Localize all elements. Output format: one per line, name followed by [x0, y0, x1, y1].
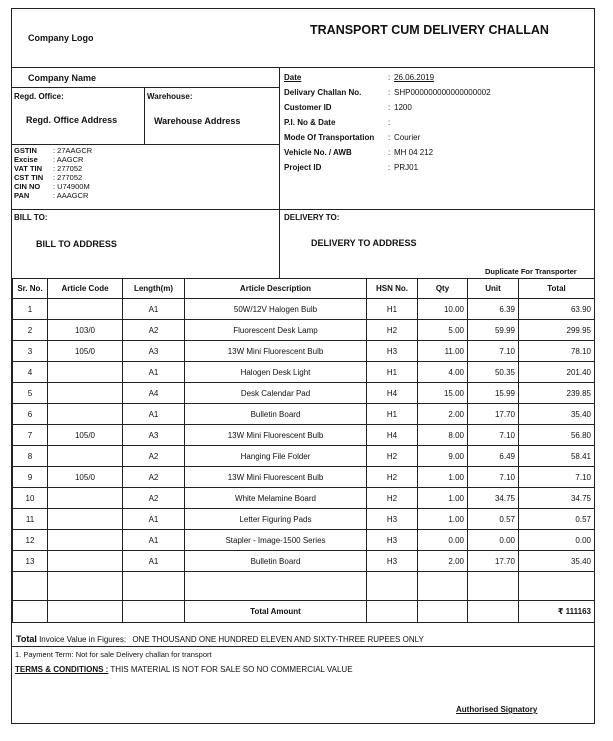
table-cell: A2: [123, 320, 185, 341]
table-cell: 9.00: [418, 446, 468, 467]
table-cell: 7.10: [468, 467, 519, 488]
table-cell: 10: [13, 488, 48, 509]
tax-id-row: CIN NO: [14, 182, 41, 191]
detail-row-challan-no: Delivary Challan No. : SHP000000000000000002: [284, 88, 491, 97]
tax-id-row: Excise: [14, 155, 38, 164]
table-cell: 6: [13, 404, 48, 425]
table-cell: 58.41: [519, 446, 595, 467]
table-cell: 11.00: [418, 341, 468, 362]
table-cell: 4.00: [418, 362, 468, 383]
divider: [12, 209, 594, 210]
table-cell: A1: [123, 362, 185, 383]
tax-id-value: : AAAGCR: [53, 191, 89, 200]
table-cell: 2: [13, 320, 48, 341]
tax-id-row: GSTIN: [14, 146, 37, 155]
total-label: Total Amount: [185, 601, 367, 623]
detail-value: 26.06.2019: [394, 73, 435, 82]
table-cell: A3: [123, 425, 185, 446]
detail-value: 1200: [394, 103, 412, 112]
table-cell: 5.00: [418, 320, 468, 341]
table-cell: 299.95: [519, 320, 595, 341]
table-row: [13, 320, 595, 341]
table-cell: 8: [13, 446, 48, 467]
detail-label: P.I. No & Date: [284, 118, 336, 127]
table-cell: A2: [123, 488, 185, 509]
tax-id-value: : 277052: [53, 164, 83, 173]
table-cell: 13W Mini Fluorescent Bulb: [185, 425, 367, 446]
table-cell: [48, 446, 123, 467]
table-cell: H3: [367, 509, 418, 530]
detail-label: Vehicle No. / AWB: [284, 148, 352, 157]
table-cell: 0.00: [468, 530, 519, 551]
detail-label: Project ID: [284, 163, 322, 172]
table-cell: A2: [123, 446, 185, 467]
divider: [12, 646, 594, 647]
detail-label: Mode Of Transportation: [284, 133, 375, 142]
table-cell: [48, 530, 123, 551]
tax-id-value: : 277052: [53, 173, 83, 182]
total-amount: ₹ 111163: [519, 601, 595, 623]
items-table: [12, 278, 595, 623]
table-cell: 4: [13, 362, 48, 383]
table-row: [13, 488, 595, 509]
table-cell: H3: [367, 530, 418, 551]
column-header: Sr. No.: [13, 279, 48, 299]
detail-value: MH 04 212: [394, 148, 434, 157]
delivery-challan: [11, 8, 595, 724]
table-cell: 105/0: [48, 341, 123, 362]
table-cell: 13W Mini Fluorescent Bulb: [185, 341, 367, 362]
table-cell: Hanging File Folder: [185, 446, 367, 467]
table-cell: 15.00: [418, 383, 468, 404]
tax-id-value: : U74900M: [53, 182, 90, 191]
tax-id-value: : 27AAGCR: [53, 146, 93, 155]
table-cell: Bulletin Board: [185, 551, 367, 572]
tax-id-value: : AAGCR: [53, 155, 84, 164]
detail-value: PRJ01: [394, 163, 419, 172]
table-cell: 1.00: [418, 509, 468, 530]
table-cell: White Melamine Board: [185, 488, 367, 509]
table-cell: 105/0: [48, 425, 123, 446]
table-cell: 0.57: [519, 509, 595, 530]
terms-and-conditions: TERMS & CONDITIONS : THIS MATERIAL IS NOT FOR SALE SO NO COMMERCIAL VALUE: [15, 665, 353, 674]
regd-office-address: Regd. Office Address: [26, 115, 118, 125]
table-header-row: [13, 279, 595, 299]
table-cell: 17.70: [468, 404, 519, 425]
detail-row-vehicle-no: Vehicle No. / AWB : MH 04 212: [284, 148, 434, 157]
table-cell: 13W Mini Fluorescent Bulb: [185, 467, 367, 488]
warehouse-label: Warehouse:: [147, 92, 193, 101]
table-cell: A1: [123, 404, 185, 425]
detail-value: SHP000000000000000002: [394, 88, 491, 97]
table-cell: 50.35: [468, 362, 519, 383]
column-header: Length(m): [123, 279, 185, 299]
table-cell: Stapler - Image-1500 Series: [185, 530, 367, 551]
detail-row-pi-no: P.I. No & Date :: [284, 118, 391, 127]
table-row: [13, 383, 595, 404]
bill-to-label: BILL TO:: [14, 213, 48, 222]
table-cell: 2.00: [418, 404, 468, 425]
table-cell: Fluorescent Desk Lamp: [185, 320, 367, 341]
table-cell: H4: [367, 425, 418, 446]
table-cell: H4: [367, 383, 418, 404]
table-cell: 1: [13, 299, 48, 320]
document-title: TRANSPORT CUM DELIVERY CHALLAN: [310, 23, 549, 37]
table-cell: H3: [367, 341, 418, 362]
detail-label: Date: [284, 73, 302, 82]
warehouse-address: Warehouse Address: [154, 116, 241, 126]
table-cell: 15.99: [468, 383, 519, 404]
table-cell: 0.00: [418, 530, 468, 551]
detail-row-date: Date : 26.06.2019: [284, 73, 435, 82]
payment-term: 1. Payment Term: Not for sale Delivery challan for transport: [15, 650, 212, 659]
table-cell: 239.85: [519, 383, 595, 404]
table-cell: H3: [367, 551, 418, 572]
table-row: [13, 509, 595, 530]
tax-id-list: [14, 146, 144, 206]
detail-label: Customer ID: [284, 103, 332, 112]
table-cell: H2: [367, 446, 418, 467]
table-row: [13, 425, 595, 446]
table-cell: A3: [123, 341, 185, 362]
table-row: [13, 341, 595, 362]
divider: [12, 67, 594, 68]
tax-id-row: VAT TIN: [14, 164, 43, 173]
table-cell: Bulletin Board: [185, 404, 367, 425]
table-row-total: [13, 601, 595, 623]
table-cell: 7.10: [468, 425, 519, 446]
table-cell: 105/0: [48, 467, 123, 488]
table-cell: A1: [123, 509, 185, 530]
table-cell: [48, 551, 123, 572]
table-row-blank: [13, 572, 595, 601]
table-cell: A1: [123, 299, 185, 320]
table-cell: A4: [123, 383, 185, 404]
table-cell: Letter Figuring Pads: [185, 509, 367, 530]
table-cell: 103/0: [48, 320, 123, 341]
detail-value: Courier: [394, 133, 421, 142]
divider: [144, 87, 145, 144]
detail-row-project-id: Project ID : PRJ01: [284, 163, 419, 172]
table-cell: H2: [367, 320, 418, 341]
table-cell: H1: [367, 299, 418, 320]
table-cell: 12: [13, 530, 48, 551]
column-header: Article Code: [48, 279, 123, 299]
table-cell: [48, 299, 123, 320]
table-cell: 56.80: [519, 425, 595, 446]
bill-to-address: BILL TO ADDRESS: [36, 239, 117, 249]
table-cell: 8.00: [418, 425, 468, 446]
copy-note: Duplicate For Transporter: [485, 267, 577, 276]
table-row: [13, 551, 595, 572]
table-cell: H1: [367, 404, 418, 425]
table-cell: 7: [13, 425, 48, 446]
table-cell: 2.00: [418, 551, 468, 572]
column-header: Unit: [468, 279, 519, 299]
table-cell: 10.00: [418, 299, 468, 320]
detail-row-customer-id: Customer ID : 1200: [284, 103, 412, 112]
table-cell: 1.00: [418, 488, 468, 509]
table-cell: 201.40: [519, 362, 595, 383]
table-cell: [48, 509, 123, 530]
detail-label: Delivary Challan No.: [284, 88, 362, 97]
table-cell: H2: [367, 488, 418, 509]
table-cell: [48, 488, 123, 509]
column-header: HSN No.: [367, 279, 418, 299]
table-cell: 5: [13, 383, 48, 404]
table-cell: 78.10: [519, 341, 595, 362]
table-cell: A2: [123, 467, 185, 488]
table-row: [13, 446, 595, 467]
table-cell: 3: [13, 341, 48, 362]
table-cell: [48, 404, 123, 425]
delivery-to-label: DELIVERY TO:: [284, 213, 340, 222]
table-cell: 17.70: [468, 551, 519, 572]
delivery-to-address: DELIVERY TO ADDRESS: [311, 238, 417, 248]
table-cell: [48, 383, 123, 404]
table-row: [13, 404, 595, 425]
table-cell: 35.40: [519, 551, 595, 572]
table-cell: 7.10: [468, 341, 519, 362]
amount-in-words: ONE THOUSAND ONE HUNDRED ELEVEN AND SIXTY-THREE RUPEES ONLY: [132, 635, 424, 644]
tax-id-row: PAN: [14, 191, 30, 200]
table-cell: 6.39: [468, 299, 519, 320]
divider: [12, 87, 279, 88]
column-header: Total: [519, 279, 595, 299]
table-cell: 6.49: [468, 446, 519, 467]
table-cell: 50W/12V Halogen Bulb: [185, 299, 367, 320]
table-cell: Halogen Desk Light: [185, 362, 367, 383]
table-row: [13, 299, 595, 320]
tax-id-row: CST TIN: [14, 173, 44, 182]
company-name: Company Name: [28, 73, 97, 83]
table-cell: 59.99: [468, 320, 519, 341]
table-cell: 0.00: [519, 530, 595, 551]
divider: [279, 67, 280, 278]
table-cell: 35.40: [519, 404, 595, 425]
detail-row-transport-mode: Mode Of Transportation : Courier: [284, 133, 421, 142]
table-cell: 13: [13, 551, 48, 572]
table-cell: 9: [13, 467, 48, 488]
table-cell: 7.10: [519, 467, 595, 488]
table-cell: 1.00: [418, 467, 468, 488]
company-logo-placeholder: Company Logo: [28, 33, 94, 43]
table-cell: [48, 362, 123, 383]
column-header: Article Description: [185, 279, 367, 299]
table-row: [13, 530, 595, 551]
table-cell: H2: [367, 467, 418, 488]
divider: [12, 144, 279, 145]
regd-office-label: Regd. Office:: [14, 92, 64, 101]
authorised-signatory: Authorised Signatory: [456, 705, 538, 714]
table-row: [13, 362, 595, 383]
table-cell: 0.57: [468, 509, 519, 530]
table-cell: 34.75: [468, 488, 519, 509]
table-cell: A1: [123, 551, 185, 572]
column-header: Qty: [418, 279, 468, 299]
table-cell: Desk Calendar Pad: [185, 383, 367, 404]
table-cell: 63.90: [519, 299, 595, 320]
table-cell: H1: [367, 362, 418, 383]
table-cell: A1: [123, 530, 185, 551]
table-cell: 34.75: [519, 488, 595, 509]
table-cell: 11: [13, 509, 48, 530]
invoice-value-words: Total Invoice Value in Figures: ONE THOUSAND ONE HUNDRED ELEVEN AND SIXTY-THREE RUPEES ONLY: [16, 634, 424, 644]
table-row: [13, 467, 595, 488]
